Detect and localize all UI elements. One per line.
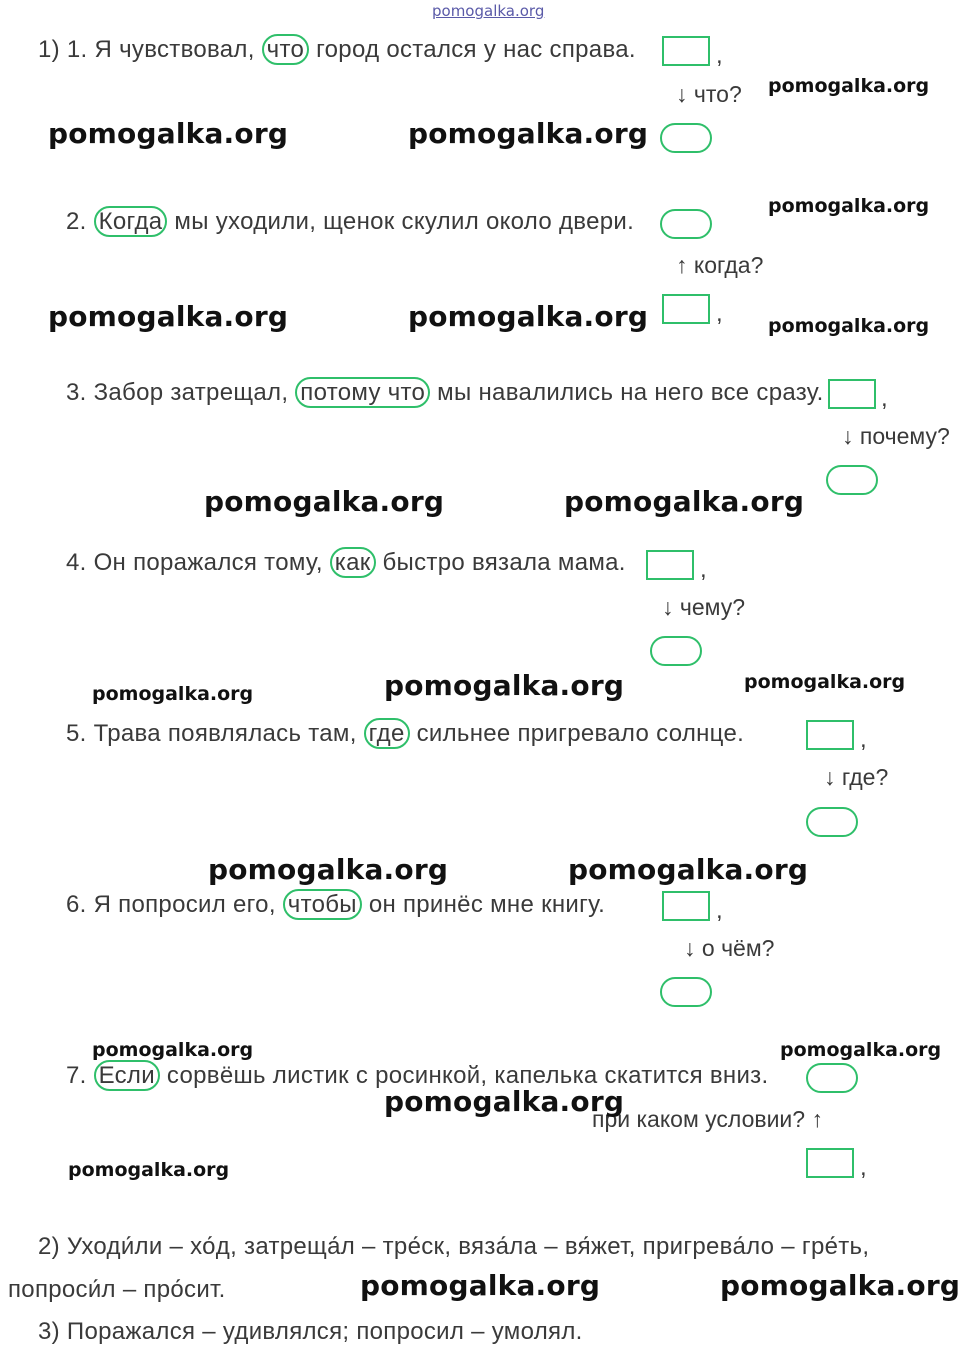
watermark-big-1[interactable]: pomogalka.org xyxy=(48,117,289,150)
watermark-big-7[interactable]: pomogalka.org xyxy=(384,669,625,702)
sub-clause-oval-6 xyxy=(660,977,712,1007)
watermark-big-8[interactable]: pomogalka.org xyxy=(208,853,449,886)
main-clause-box-5 xyxy=(806,720,854,750)
question-2: ↑ когда? xyxy=(676,252,764,278)
watermark-small-8[interactable]: pomogalka.org xyxy=(68,1159,230,1181)
sentence-7-start: 7. xyxy=(66,1062,87,1089)
watermark-big-11[interactable]: pomogalka.org xyxy=(360,1269,601,1302)
comma-6: , xyxy=(716,897,723,924)
sentence-3-start: 3. Забор затрещал, xyxy=(66,379,289,406)
question-1: ↓ что? xyxy=(676,81,742,107)
watermark-big-3[interactable]: pomogalka.org xyxy=(48,300,289,333)
watermark-big-10[interactable]: pomogalka.org xyxy=(384,1085,625,1118)
sentence-1-start: 1) 1. Я чувствовал, xyxy=(38,36,255,63)
sentence-6 xyxy=(66,891,605,919)
sub-clause-oval-7 xyxy=(806,1063,858,1093)
sentence-6-start: 6. Я попросил его, xyxy=(66,891,276,918)
part-2-line-2: попроси́л – про́сит. xyxy=(8,1276,226,1303)
question-3: ↓ почему? xyxy=(842,423,950,449)
sub-clause-oval-2 xyxy=(660,209,712,239)
comma-3: , xyxy=(881,385,888,412)
main-clause-box-2 xyxy=(662,294,710,324)
conjunction-1: что xyxy=(262,34,309,65)
sub-clause-oval-5 xyxy=(806,807,858,837)
sentence-5-start: 5. Трава появлялась там, xyxy=(66,720,357,747)
comma-1: , xyxy=(716,42,723,69)
sentence-4-end: быстро вязала мама. xyxy=(382,549,626,576)
watermark-big-12[interactable]: pomogalka.org xyxy=(720,1269,961,1302)
main-clause-box-7 xyxy=(806,1148,854,1178)
sub-clause-oval-3 xyxy=(826,465,878,495)
question-7: при каком условии? ↑ xyxy=(592,1106,823,1132)
main-clause-box-3 xyxy=(828,379,876,409)
main-clause-box-1 xyxy=(662,36,710,66)
sentence-4 xyxy=(66,549,626,577)
sentence-4-start: 4. Он поражался тому, xyxy=(66,549,323,576)
watermark-big-5[interactable]: pomogalka.org xyxy=(204,485,445,518)
comma-7: , xyxy=(860,1154,867,1181)
sub-clause-oval-1 xyxy=(660,123,712,153)
comma-5: , xyxy=(860,726,867,753)
conjunction-3: потому что xyxy=(295,377,430,408)
comma-4: , xyxy=(700,556,707,583)
watermark-small-2[interactable]: pomogalka.org xyxy=(768,195,930,217)
sentence-3-end: мы навалились на него все сразу. xyxy=(437,379,824,406)
sentence-5 xyxy=(66,720,744,748)
main-clause-box-4 xyxy=(646,550,694,580)
watermark-small-4[interactable]: pomogalka.org xyxy=(92,683,254,705)
watermark-big-4[interactable]: pomogalka.org xyxy=(408,300,649,333)
part-3: 3) Поражался – удивлялся; попросил – умолял. xyxy=(38,1318,583,1345)
conjunction-2: Когда xyxy=(94,206,168,237)
sentence-1-end: город остался у нас справа. xyxy=(316,36,636,63)
watermark-big-9[interactable]: pomogalka.org xyxy=(568,853,809,886)
question-6: ↓ о чём? xyxy=(684,935,775,961)
watermark-small-3[interactable]: pomogalka.org xyxy=(768,315,930,337)
sentence-7-end: сорвёшь листик с росинкой, капелька скатится вниз. xyxy=(166,1062,769,1089)
question-5: ↓ где? xyxy=(824,764,889,790)
watermark-small-1[interactable]: pomogalka.org xyxy=(768,75,930,97)
part-2-line-1: 2) Уходи́ли – хо́д, затреща́л – тре́ск, вяза́ла – вя́жет, пригрева́ло – гре́ть, xyxy=(38,1233,870,1260)
conjunction-7: Если xyxy=(94,1060,160,1091)
sub-clause-oval-4 xyxy=(650,636,702,666)
conjunction-4: как xyxy=(330,547,376,578)
comma-2: , xyxy=(716,300,723,327)
watermark-small-7[interactable]: pomogalka.org xyxy=(780,1039,942,1061)
sentence-3 xyxy=(66,379,824,407)
conjunction-6: чтобы xyxy=(283,889,362,920)
watermark-big-2[interactable]: pomogalka.org xyxy=(408,117,649,150)
main-clause-box-6 xyxy=(662,891,710,921)
sentence-6-end: он принёс мне книгу. xyxy=(368,891,606,918)
watermark-small-6[interactable]: pomogalka.org xyxy=(92,1039,254,1061)
question-4: ↓ чему? xyxy=(662,594,746,620)
watermark-top[interactable]: pomogalka.org xyxy=(432,2,545,20)
watermark-small-5[interactable]: pomogalka.org xyxy=(744,671,906,693)
conjunction-5: где xyxy=(364,718,410,749)
sentence-1 xyxy=(38,36,636,64)
sentence-2-end: мы уходили, щенок скулил около двери. xyxy=(174,208,635,235)
sentence-5-end: сильнее пригревало солнце. xyxy=(416,720,745,747)
watermark-big-6[interactable]: pomogalka.org xyxy=(564,485,805,518)
sentence-2-start: 2. xyxy=(66,208,87,235)
sentence-2 xyxy=(66,208,634,236)
